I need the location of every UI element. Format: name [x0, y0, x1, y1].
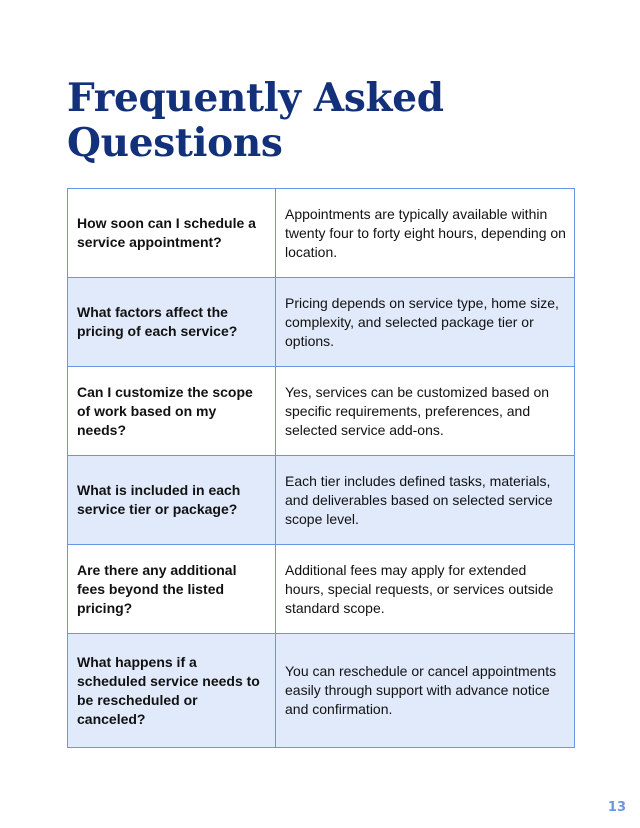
faq-row [68, 545, 575, 634]
faq-question: What happens if a scheduled service needs to be rescheduled or canceled? [68, 634, 276, 748]
faq-table [67, 188, 575, 748]
faq-answer: You can reschedule or cancel appointments easily through support with advance notice and confirmation. [276, 634, 575, 748]
faq-answer: Pricing depends on service type, home size, complexity, and selected package tier or options. [276, 278, 575, 367]
faq-question: What factors affect the pricing of each service? [68, 278, 276, 367]
faq-row [68, 456, 575, 545]
faq-row [68, 278, 575, 367]
faq-question: Are there any additional fees beyond the listed pricing? [68, 545, 276, 634]
faq-row [68, 367, 575, 456]
faq-row [68, 189, 575, 278]
faq-row [68, 634, 575, 748]
faq-answer: Yes, services can be customized based on specific requirements, preferences, and selected service add-ons. [276, 367, 575, 456]
page-title: Frequently Asked Questions [67, 75, 444, 166]
faq-question: What is included in each service tier or package? [68, 456, 276, 545]
faq-question: Can I customize the scope of work based on my needs? [68, 367, 276, 456]
faq-answer: Each tier includes defined tasks, materials, and deliverables based on selected service scope level. [276, 456, 575, 545]
faq-answer: Appointments are typically available within twenty four to forty eight hours, depending on location. [276, 189, 575, 278]
page-number: 13 [607, 800, 626, 815]
faq-question: How soon can I schedule a service appointment? [68, 189, 276, 278]
faq-answer: Additional fees may apply for extended hours, special requests, or services outside standard scope. [276, 545, 575, 634]
